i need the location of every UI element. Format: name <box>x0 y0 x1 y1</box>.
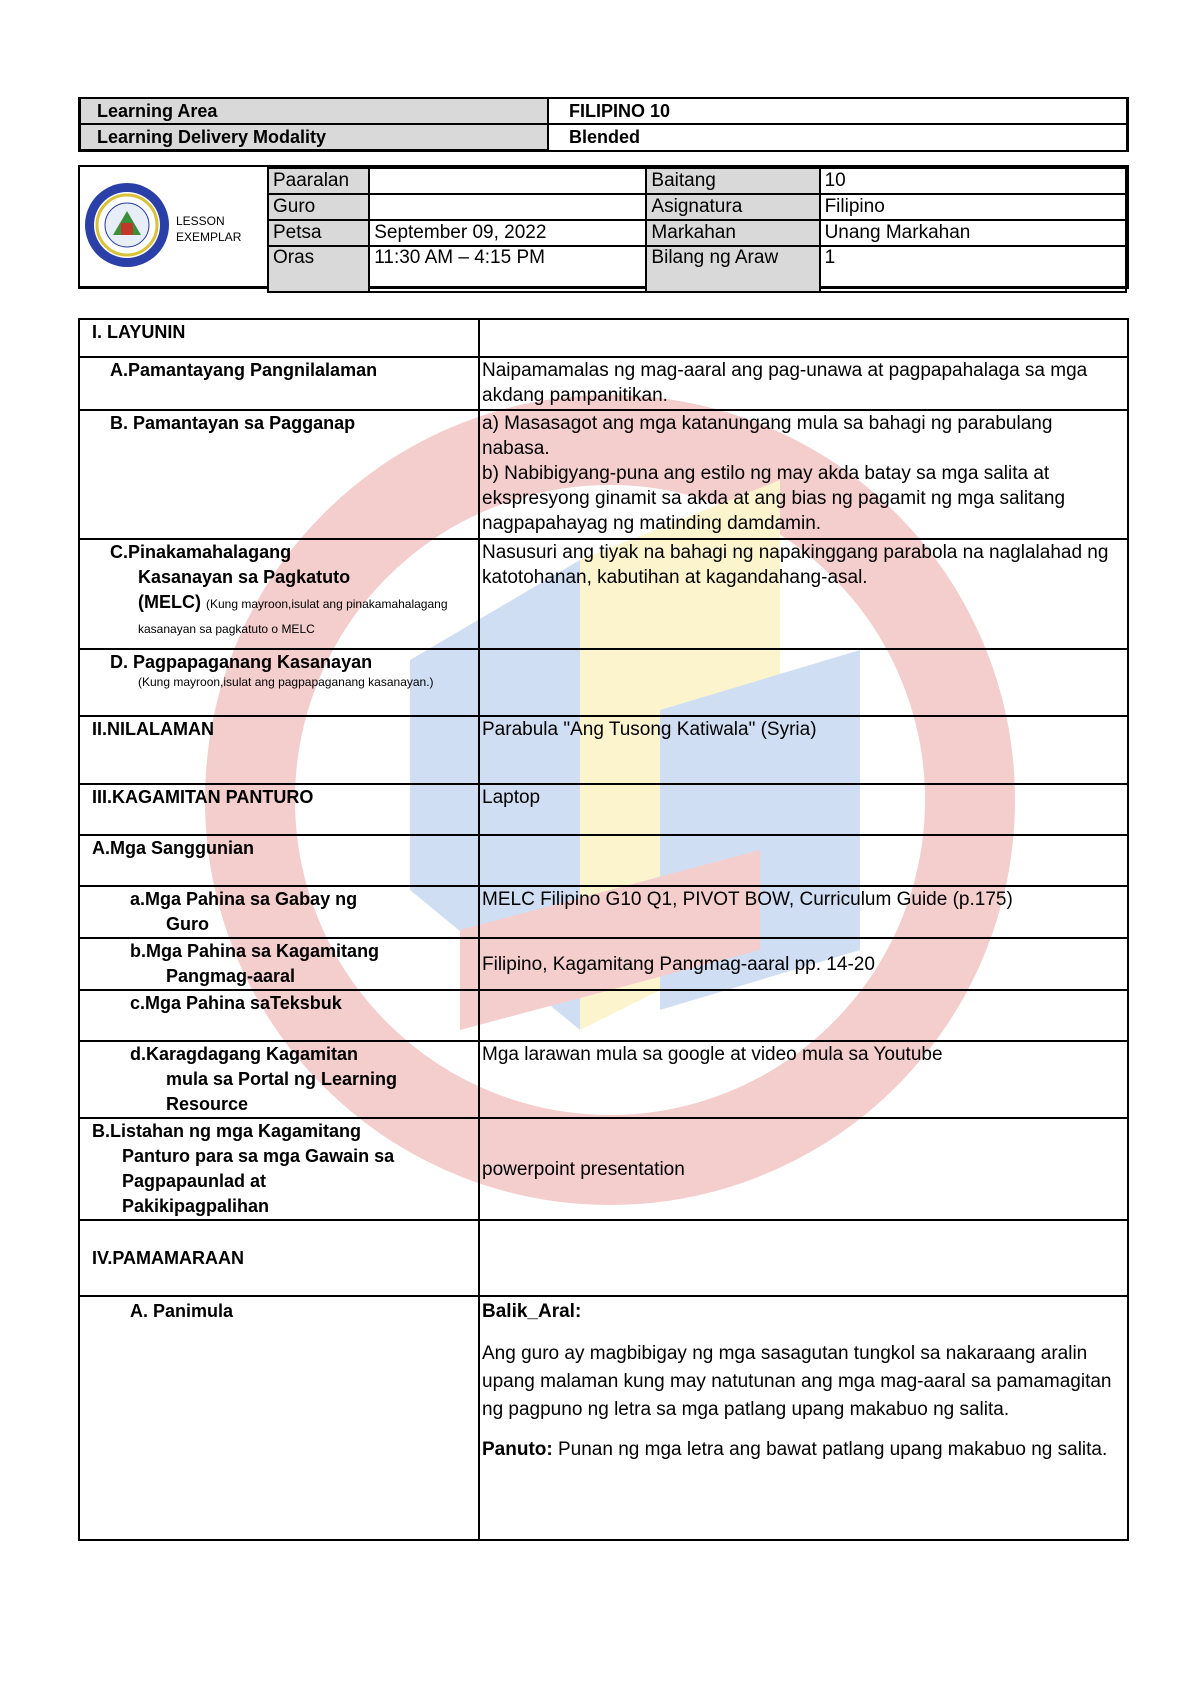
nilalaman-label: II.NILALAMAN <box>79 716 479 784</box>
baitang-value: 10 <box>820 168 1126 194</box>
pagganap-item-a: a) Masasagot ang mga katanungang mula sa bahagi ng parabulang nabasa. <box>482 413 1053 459</box>
panimula-text: Ang guro ay magbibigay ng mga sasagutan tungkol sa nakaraang aralin upang malaman kung may natutunan ang mga mag-aaral sa pamamagitan ng pagpuno ng letra sa mga patlang upang makabuo ng salita. <box>482 1343 1112 1420</box>
panimula-label: A. Panimula <box>79 1296 479 1540</box>
kagamitan-label: III.KAGAMITAN PANTURO <box>79 784 479 835</box>
listahan-label: B.Listahan ng mga Kagamitang Panturo para sa mga Gawain sa Pagpapaunlad at Pakikipagpalihan <box>79 1118 479 1220</box>
teksbuk-label: c.Mga Pahina saTeksbuk <box>79 990 479 1041</box>
lesson-info-table <box>267 167 1127 293</box>
pamantayang-label: A.Pamantayang Pangnilalaman <box>79 357 479 410</box>
oras-value: 11:30 AM – 4:15 PM <box>369 246 646 292</box>
baitang-label: Baitang <box>646 168 819 194</box>
gabay-value: MELC Filipino G10 Q1, PIVOT BOW, Curriculum Guide (p.175) <box>479 886 1128 938</box>
pagganap-label: B. Pamantayan sa Pagganap <box>79 410 479 539</box>
lesson-plan-table <box>78 318 1129 1541</box>
panimula-value <box>479 1296 1128 1540</box>
sanggunian-label: A.Mga Sanggunian <box>79 835 479 886</box>
learning-area-label: Learning Area <box>80 98 549 124</box>
modality-value: Blended <box>548 124 1128 151</box>
bilang-label: Bilang ng Araw <box>646 246 819 292</box>
petsa-label: Petsa <box>268 220 369 246</box>
melc-label: C.Pinakamahalagang Kasanayan sa Pagkatuto (MELC) (Kung mayroon,isulat ang pinakamahalagang kasanayan sa pagkatuto o MELC <box>79 539 479 649</box>
school-seal-icon <box>83 177 171 273</box>
karagdagang-label: d.Karagdagang Kagamitan mula sa Portal ng Learning Resource <box>79 1041 479 1118</box>
guro-label: Guro <box>268 194 369 220</box>
pamamaraan-label: IV.PAMAMARAAN <box>79 1220 479 1296</box>
pangmag-label: b.Mga Pahina sa Kagamitang Pangmag-aaral <box>79 938 479 990</box>
modality-label: Learning Delivery Modality <box>80 124 549 151</box>
pangmag-value: Filipino, Kagamitang Pangmag-aaral pp. 14-20 <box>479 938 1128 990</box>
petsa-value: September 09, 2022 <box>369 220 646 246</box>
oras-label: Oras <box>268 246 369 292</box>
markahan-value: Unang Markahan <box>820 220 1126 246</box>
markahan-label: Markahan <box>646 220 819 246</box>
pagganap-value <box>479 410 1128 539</box>
paaralan-value <box>369 168 646 194</box>
nilalaman-value: Parabula "Ang Tusong Katiwala" (Syria) <box>479 716 1128 784</box>
paaralan-label: Paaralan <box>268 168 369 194</box>
pagpapaganang-note: (Kung mayroon,isulat ang pagpapaganang kasanayan.) <box>138 675 434 689</box>
pagganap-item-b: b) Nabibigyang-puna ang estilo ng may akda batay sa mga salita at ekspresyong ginamit sa akda at ang bias ng pagamit ng mga salitang nagpapahayag ng matinding damdamin. <box>482 463 1066 534</box>
pamantayang-value: Naipamamalas ng mag-aaral ang pag-unawa at pagpapahalaga sa mga akdang pampanitikan. <box>479 357 1128 410</box>
asignatura-value: Filipino <box>820 194 1126 220</box>
guro-value <box>369 194 646 220</box>
asignatura-label: Asignatura <box>646 194 819 220</box>
melc-value: Nasusuri ang tiyak na bahagi ng napakinggang parabola na naglalahad ng katotohanan, kabutihan at kagandahang-asal. <box>479 539 1128 649</box>
balik-aral-heading: Balik_Aral: <box>482 1301 582 1322</box>
melc-note: (Kung mayroon,isulat ang pinakamahalagang kasanayan sa pagkatuto o MELC <box>138 597 448 636</box>
learning-area-value: FILIPINO 10 <box>548 98 1128 124</box>
learning-area-table <box>78 97 1129 152</box>
gabay-label: a.Mga Pahina sa Gabay ng Guro <box>79 886 479 938</box>
kagamitan-value: Laptop <box>479 784 1128 835</box>
pagpapaganang-label: D. Pagpapaganang Kasanayan (Kung mayroon,isulat ang pagpapaganang kasanayan.) <box>79 649 479 716</box>
lesson-exemplar-label: LESSON EXEMPLAR <box>176 214 242 244</box>
listahan-value: powerpoint presentation <box>479 1118 1128 1220</box>
layunin-heading: I. LAYUNIN <box>79 319 479 357</box>
lesson-header <box>78 165 1129 289</box>
bilang-value: 1 <box>820 246 1126 292</box>
panuto-text: Panuto: Punan ng mga letra ang bawat patlang upang makabuo ng salita. <box>482 1439 1108 1460</box>
karagdagang-value: Mga larawan mula sa google at video mula sa Youtube <box>479 1041 1128 1118</box>
